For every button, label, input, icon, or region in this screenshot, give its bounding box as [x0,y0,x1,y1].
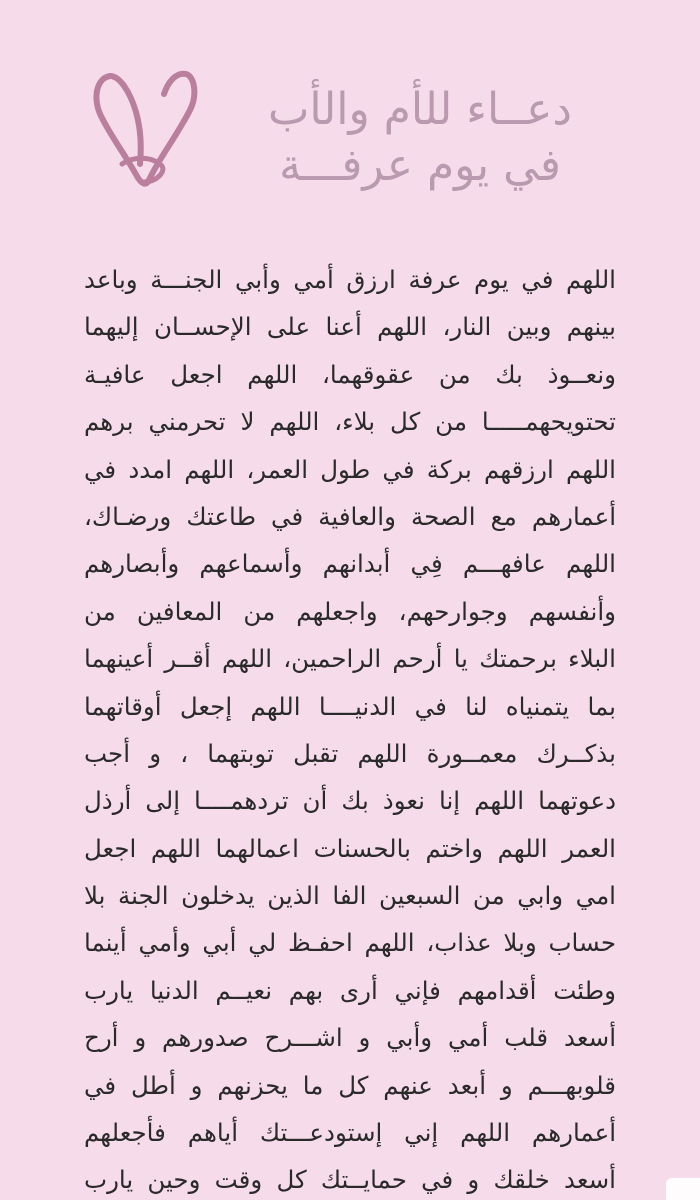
dua-line: العمر اللهم واختم بالحسنات اعمالهما اللهم اجعل [84,833,616,863]
dua-text [84,256,616,1200]
dua-line: بينهم وبين النار، اللهم أعنا على الإحســان إليهما [84,312,616,342]
heart-icon [86,68,204,194]
dua-line: تحتويحهمـــــا من كل بلاء، اللهم لا تحرمني برهم [84,407,616,437]
dua-line: اللهم في يوم عرفة ارزق أمي وأبي الجنـــة وباعد [84,265,616,294]
dua-line: بما يتمنياه لنا في الدنيــــا اللهم إجعل أوقاتهما [84,691,616,721]
dua-line: أسعد قلب أمي وأبي و اشـــرح صدورهم و أرح [84,1023,616,1053]
dua-line: البلاء برحمتك يا أرحم الراحمين، اللهم أقــر أعينهما [84,644,616,674]
dua-line: بذكــرك معمــورة اللهم تقبل توبتهما ، و أجب [84,738,616,768]
dua-line: امي وابي من السبعين الفا الذين يدخلون الجنة بلا [84,881,616,911]
dua-line: حساب وبلا عذاب، اللهم احفـظ لي أبي وأمي أينما [84,928,616,958]
dua-line: اللهم عافهـــم فِي أبدانهم وأسماعهم وأبصارهم [84,549,616,579]
dua-line: وأنفسهم وجوارحهم، واجعلهم من المعافين من [84,596,616,626]
dua-line: أعمارهم مع الصحة والعافية في طاعتك ورضـاك، [84,501,616,531]
dua-line: أعمارهم اللهم إني إستودعـــتك أياهم فأجعلهم [84,1118,616,1148]
corner-mark [666,1178,700,1200]
dua-line: أسعد خلقك و في حمايــتك كل وقت وحين يارب [84,1165,616,1195]
page-title: دعــاء للأم والأب [267,84,573,135]
dua-line: دعوتهما اللهم إنا نعوذ بك أن تردهمــــا إلى أرذل [84,786,616,816]
dua-line: وطئت أقدامهم فإني أرى بهم نعيــم الدنيا يارب [84,975,616,1005]
page-subtitle: في يوم عرفـــة [279,140,561,191]
title-block [210,82,630,194]
dua-line: قلوبهـــم و أبعد عنهم كل ما يحزنهم و أطل في [84,1070,616,1100]
dua-line: اللهم ارزقهم بركة في طول العمر، اللهم امدد في [84,454,616,484]
dua-line: ونعــوذ بك من عقوقهما، اللهم اجعل عافيـة [84,359,616,389]
